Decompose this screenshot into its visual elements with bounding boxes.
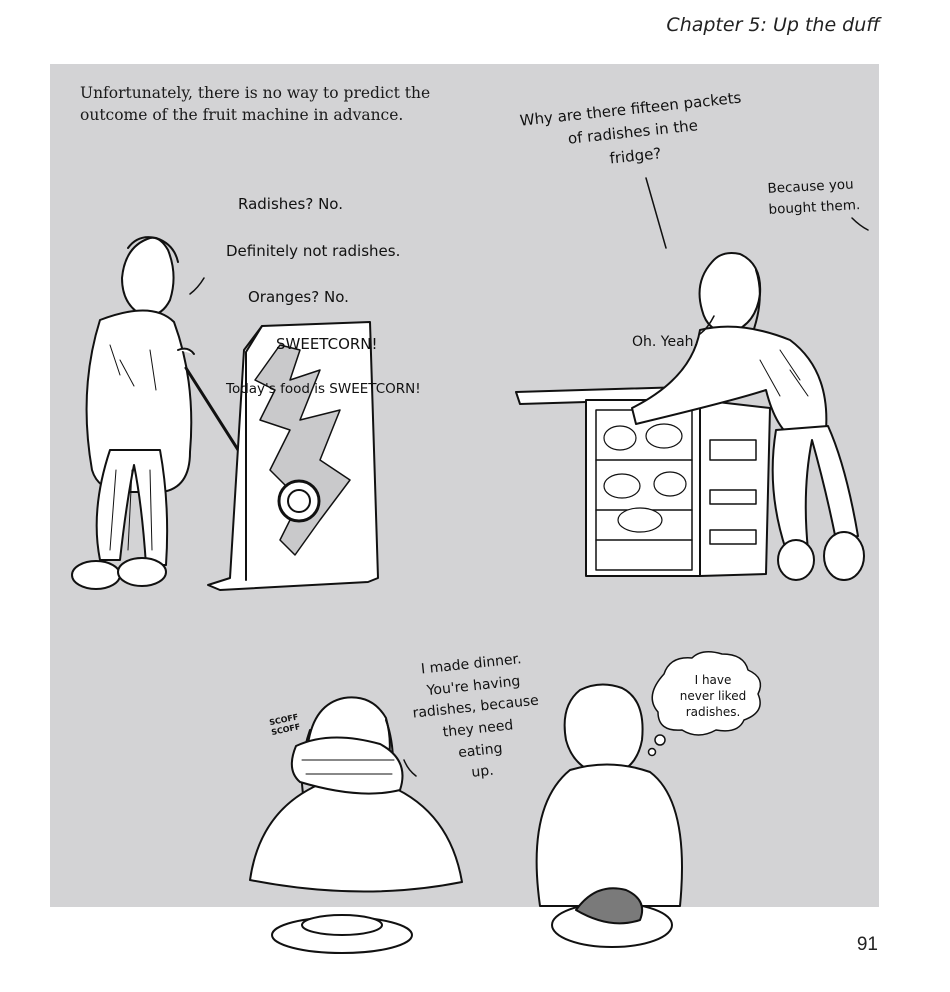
- fruit-machine-speech: [226, 170, 456, 423]
- speech-line: Definitely not radishes.: [226, 241, 401, 260]
- fridge-question-speech: Why are there fifteen packets of radishes in the fridge?: [518, 88, 743, 168]
- speech-line: Today's food is SWEETCORN!: [226, 381, 421, 398]
- chapter-header: Chapter 5: Up the duff: [666, 14, 880, 36]
- speech-line: SWEETCORN!: [276, 334, 378, 353]
- fridge-answer-speech: Because you bought them.: [767, 176, 861, 218]
- panel-caption: Unfortunately, there is no way to predict the outcome of the fruit machine in advance.: [80, 84, 431, 124]
- scoff-sound-effect: SCOFF SCOFF: [268, 712, 302, 738]
- page-number: 91: [856, 934, 878, 955]
- dinner-speech: I made dinner. You're having radishes, because they need eating up.: [411, 651, 540, 782]
- speech-line: Radishes? No.: [238, 195, 343, 214]
- fridge-reply-speech: Oh. Yeah.: [632, 334, 699, 350]
- speech-line: Oranges? No.: [248, 288, 349, 307]
- woman-at-fruit-machine: [72, 237, 194, 589]
- thought-bubble-text: I have never liked radishes.: [679, 673, 747, 720]
